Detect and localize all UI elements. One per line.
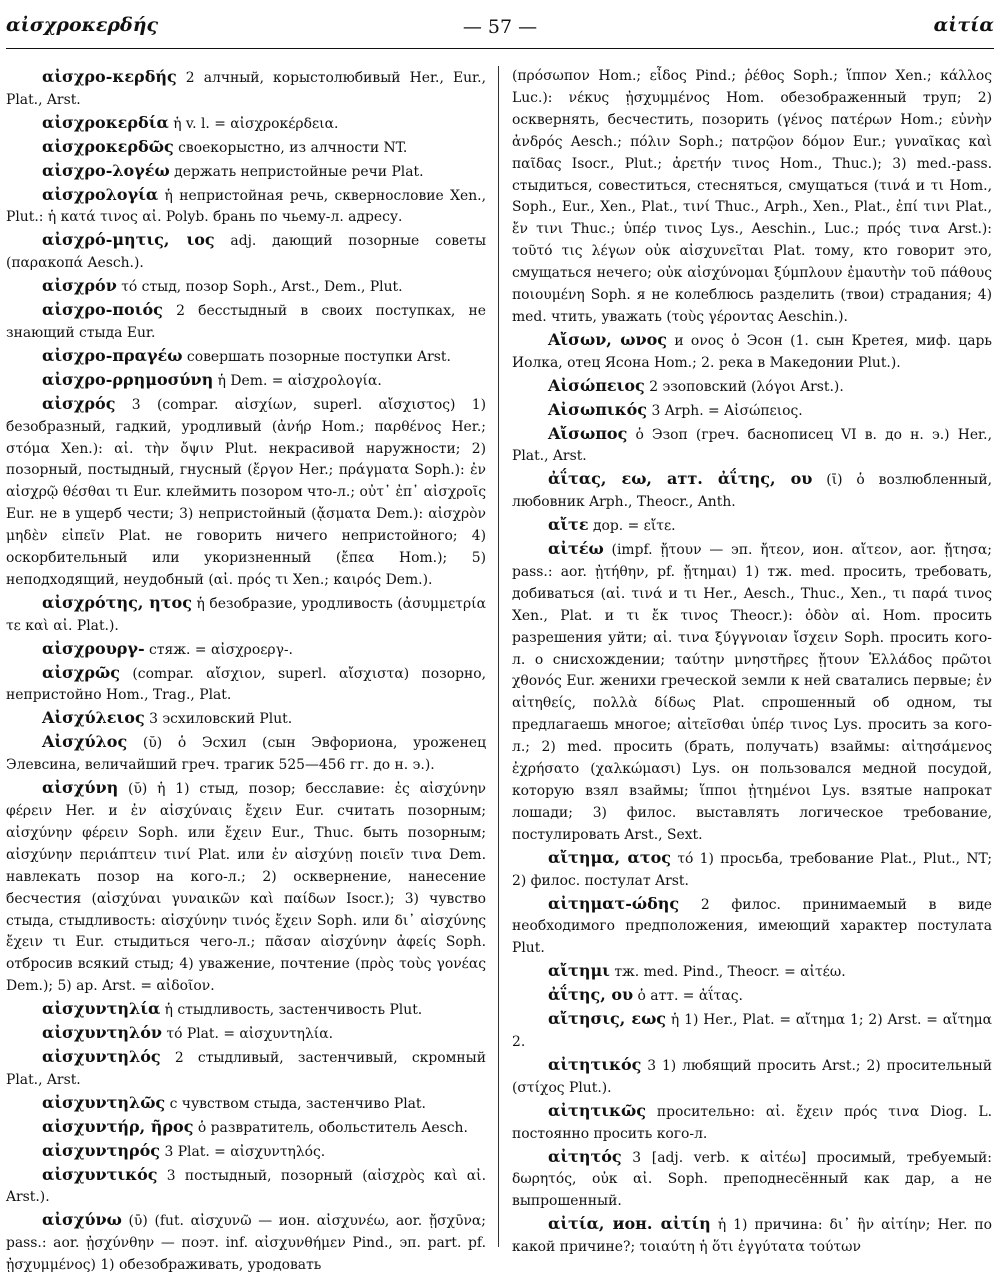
entry-headword: αἰσχρο-κερδής bbox=[42, 67, 177, 86]
entry-headword: αἰτία, ион. αἰτίη bbox=[548, 1214, 711, 1234]
dictionary-entry bbox=[512, 514, 992, 538]
header-right-guide-word: αἰτία bbox=[933, 14, 994, 36]
entry-headword: αἰσχρολογία bbox=[42, 184, 159, 204]
dictionary-entry bbox=[6, 112, 486, 136]
entry-definition: (impf. ᾔτουν — эп. ἤτεον, ион. αἴτεον, aor. ᾔτησα; pass.: aor. ᾐτήθην, pf. ᾔτημαι) 1) тж. med. просить, требовать, добиваться (αἰ. τινά и τι Her., Aesch., Thuc., Xen., τι παρά τινος Xen., Plat. и τι ἔκ τινος Theocr.): ὁδὸν αἰ. Hom. просить разрешения уйти; αἰ. τινα ξύγγνοιαν ἴσχειν Soph. просить кого-л. о снисхождении; ταύτην μνηστῆρες ᾔτουν Ἑλλάδος πρῶτοι χθονός Eur. женихи греческой земли к ней сватались первые; ἐν αἰτηθείς, πολλὰ δίδως Plat. спрошенный об одном, ты предлагаешь многое; αἰτεῖσθαι ὑπέρ τινος Lys. просить за кого-л.; 2) med. просить (брать, получать) взаймы: αἰτησάμενος ἐχρήσατο (χαλκώμασι) Lys. он пользовался медной посудой, которую взял взаймы; ἵπποι ᾐτημένοι Lys. взятые напрокат лошади; 3) филос. выставлять логическое требование, постулировать Arst., Sext. bbox=[512, 542, 992, 843]
entry-definition: ὁ развратитель, обольститель Aesch. bbox=[193, 1119, 468, 1136]
entry-definition: ἡ Dem. = αἰσχρολογία. bbox=[213, 372, 382, 389]
entry-headword: αἰσχύνω bbox=[42, 1210, 122, 1230]
dictionary-entry bbox=[512, 1100, 992, 1146]
entry-definition: 2 алчный, корыстолюбивый Her., Eur., Plat., Arst. bbox=[6, 70, 486, 108]
entry-definition: adj. дающий позорные советы (παρακοπά Aesch.). bbox=[6, 233, 486, 272]
entry-definition: τό 1) просьба, требование Plat., Plut., NT; 2) филос. постулат Arst. bbox=[512, 850, 993, 889]
dictionary-entry bbox=[512, 1054, 992, 1100]
entry-definition: с чувством стыда, застенчиво Plat. bbox=[165, 1095, 426, 1112]
dictionary-entry bbox=[6, 275, 486, 299]
entry-definition: 3 Arph. = Αἰσώπειος. bbox=[647, 402, 803, 419]
entry-headword: αἴτησις, εως bbox=[548, 1009, 667, 1029]
dictionary-entry bbox=[6, 1046, 486, 1092]
entry-headword: αἰσχυντήρ, ῆρος bbox=[42, 1116, 194, 1136]
entry-definition: (ῑ) ὁ возлюбленный, любовник Arph., Theocr., Anth. bbox=[512, 472, 993, 511]
dictionary-entry bbox=[6, 393, 486, 592]
entry-definition: совершать позорные поступки Arst. bbox=[182, 348, 451, 365]
entry-definition: 3 Plat. = αἰσχυντηλός. bbox=[160, 1143, 326, 1160]
dictionary-entry bbox=[6, 1140, 486, 1164]
entry-headword: αἰσχρῶς bbox=[42, 662, 120, 682]
entry-headword: αἴτε bbox=[548, 515, 589, 535]
entry-headword: αἰσχρο-λογέω bbox=[42, 160, 170, 180]
entry-definition: дор. = εἴτε. bbox=[588, 518, 676, 535]
dictionary-entry bbox=[512, 893, 992, 961]
entry-headword: Αἴσωπος bbox=[548, 423, 628, 443]
entry-headword: αἰσχρός bbox=[42, 393, 116, 413]
dictionary-entry bbox=[6, 662, 486, 708]
dictionary-entry bbox=[512, 960, 992, 984]
entry-headword: Αἰσωπικός bbox=[548, 399, 648, 419]
dictionary-entry bbox=[6, 777, 486, 998]
dictionary-entry bbox=[512, 468, 992, 514]
entry-headword: αἰσχυντικός bbox=[42, 1164, 158, 1184]
entry-definition: (compar. αἴσχιον, superl. αἴσχιστα) позорно, непристойно Hom., Trag., Plat. bbox=[6, 665, 486, 704]
entry-headword: αἴτημα, ατος bbox=[548, 847, 672, 867]
entry-headword: αἰσχύνη bbox=[42, 778, 119, 798]
dictionary-entry bbox=[512, 1213, 992, 1259]
entry-definition: (ῠ) ἡ 1) стыд, позор; бесславие: ἐς αἰσχύνην φέρειν Her. и ἐν αἰσχύναις ἔχειν Eur. считать позорным; αἰσχύνην φέρειν Soph. или ἔχειν Eur., Thuc. быть позорным; αἰσχύνην περιάπτειν τινί Plat. или ἐν αἰσχύνῃ ποιεῖν τινα Dem. навлекать позор на кого-л.; 2) осквернение, нанесение бесчестия (αἰσχύναι γυναικῶν καὶ παίδων Isocr.); 3) чувство стыда, стыдливость: αἰσχύνην τινός ἔχειν Soph. или δι᾿ αἰσχύνης ἔχειν τι Eur. стыдиться чего-л.; πᾶσαν αἰσχύνην ἀφείς Soph. отбросив всякий стыд; 4) уважение, почтение (πρὸς τοὺς γονέας Dem.); 5) ap. Arst. = αἰδοῖον. bbox=[6, 781, 486, 995]
entry-definition: 2 бесстыдный в своих поступках, не знающий стыда Eur. bbox=[6, 303, 486, 341]
dictionary-entry bbox=[6, 731, 486, 777]
entry-headword: αἰσχυντηλός bbox=[42, 1046, 161, 1066]
entry-definition: ἡ 1) причина: δι᾿ ἣν αἰτίην; Her. по какой причине?; τοιαύτη ἡ ὅτι ἐγγύτατα τούτων bbox=[512, 1217, 992, 1256]
entry-headword: αἰσχυντηρός bbox=[42, 1140, 161, 1160]
entry-definition: 2 филос. принимаемый в виде необходимого предположения, имеющий характер постулата Plut. bbox=[512, 896, 992, 957]
entry-definition: (ῠ) ὁ Эсхил (сын Эвфориона, уроженец Элевсина, величайший греч. трагик 525—456 гг. до н. э.). bbox=[6, 735, 486, 774]
entry-definition: (ῡ) (fut. αἰσχυνῶ — ион. αἰσχυνέω, aor. ᾔσχῡνα; pass.: aor. ᾐσχύνθην — поэт. inf. αἰσχυνθήμεν Pind., эп. part. pf. ᾐσχυμμένος) 1) обезображивать, уродовать bbox=[6, 1213, 486, 1274]
entry-headword: αἰσχρουργ- bbox=[42, 638, 145, 658]
entry-headword: αἰσχυντηλῶς bbox=[42, 1092, 166, 1112]
right-column bbox=[512, 66, 993, 1256]
column-divider bbox=[498, 66, 499, 1247]
entry-headword: αἰσχρότης, ητος bbox=[42, 592, 192, 612]
entry-definition: ἡ 1) Her., Plat. = αἴτημα 1; 2) Arst. = αἴτημα 2. bbox=[512, 1012, 993, 1050]
entry-definition: (πρόσωπον Hom.; εἶδος Pind.; ῥέθος Soph.; ἵππον Xen.; κάλλος Luc.): νέκυς ᾐσχυμμένος Hom. обезображенный труп; 2) осквернять, бесчестить, позорить (γένος πατέρων Hom.; εὐνὴν ἀνδρός Aesch.; πόλιν Soph.; πατρῷον δόμον Eur.; γυναῖκας καὶ παῖδας Isocr., Plut.; ἀρετήν τινος Hom., Thuc.); 3) med.-pass. стыдиться, совеститься, стесняться, смущаться (τινά и τι Hom., Soph., Eur., Xen., Plat., τινί Thuc., Arph., Xen., Plat., ἐπί τινι Plat., ἔν τινι Thuc.; ὑπέρ τινος Lys., Aeschin., Luc.; πρός τινα Arst.): τοῦτό τις λέγων οὐκ αἰσχυνεῖται Plat. тому, кто говорит это, смущаться нечего; οὐκ αἰσχύνομαι ξύμπλουν ἐμαυτὴν τοῦ πάθους ποιουμένη Soph. я не колеблюсь разделить (твои) страдания; 4) med. чтить, уважать (τοὺς γέροντας Aeschin.). bbox=[512, 68, 992, 325]
entry-headword: αἰτέω bbox=[548, 539, 604, 559]
dictionary-entry bbox=[512, 1008, 992, 1054]
left-column bbox=[6, 66, 486, 1274]
entry-definition: 2 эзоповский (λόγοι Arst.). bbox=[644, 378, 844, 395]
entry-headword: Αἰσχύλειος bbox=[42, 708, 145, 728]
entry-headword: αἰτητός bbox=[548, 1146, 622, 1166]
entry-headword: αἰσχρόν bbox=[42, 276, 117, 296]
entry-definition: ὁ Эзоп (греч. баснописец VI в. до н. э.) Her., Plat., Arst. bbox=[512, 426, 992, 465]
entry-definition: тж. med. Pind., Theocr. = αἰτέω. bbox=[609, 964, 846, 981]
dictionary-entry bbox=[512, 538, 992, 847]
dictionary-entry bbox=[6, 66, 486, 112]
dictionary-entry bbox=[6, 1164, 486, 1210]
entry-headword: αἰτηματ-ώδης bbox=[548, 893, 680, 913]
dictionary-entry bbox=[512, 375, 992, 399]
entry-headword: αἰσχρο-ρρημοσύνη bbox=[42, 369, 214, 389]
dictionary-entry bbox=[6, 229, 486, 275]
entry-headword: αἰσχροκερδῶς bbox=[42, 136, 174, 156]
entry-definition: и ονος ὁ Эсон (1. сын Кретея, миф. царь Иолка, отец Ясона Hom.; 2. река в Македонии Plut.). bbox=[512, 332, 992, 371]
dictionary-entry bbox=[6, 136, 486, 160]
header-left-guide-word: αἰσχροκερδής bbox=[6, 14, 159, 36]
entry-definition: ἡ v. l. = αἰσχροκέρδεια. bbox=[168, 115, 339, 132]
dictionary-entry bbox=[6, 998, 486, 1022]
entry-definition: 3 эсхиловский Plut. bbox=[144, 711, 293, 728]
header-rule bbox=[6, 48, 994, 49]
dictionary-entry bbox=[6, 638, 486, 662]
dictionary-entry bbox=[6, 1092, 486, 1116]
entry-definition: ἡ стыдливость, застенчивость Plut. bbox=[160, 1002, 423, 1019]
dictionary-entry bbox=[6, 184, 486, 230]
dictionary-entry bbox=[512, 423, 992, 469]
entry-definition: τό стыд, позор Soph., Arst., Dem., Plut. bbox=[116, 279, 403, 296]
entry-headword: αἰτητικός bbox=[548, 1054, 642, 1074]
dictionary-entry bbox=[6, 1022, 486, 1046]
entry-definition: τό Plat. = αἰσχυντηλία. bbox=[161, 1026, 334, 1043]
entry-headword: Αἰσώπειος bbox=[548, 375, 645, 395]
dictionary-entry bbox=[512, 984, 992, 1008]
entry-headword: ἀΐτας, εω, атт. ἀΐτης, ου bbox=[548, 469, 813, 489]
dictionary-entry bbox=[6, 369, 486, 393]
dictionary-entry bbox=[512, 1146, 992, 1214]
page-header bbox=[6, 8, 994, 48]
entry-headword: αἰτητικῶς bbox=[548, 1100, 646, 1120]
entry-definition: просительно: αἰ. ἔχειν πρός τινα Diog. L. постоянно просить кого-л. bbox=[512, 1103, 992, 1142]
entry-definition: стяж. = αἰσχροεργ-. bbox=[144, 641, 293, 658]
entry-headword: αἴτημι bbox=[548, 961, 610, 981]
entry-headword: αἰσχυντηλία bbox=[42, 999, 161, 1019]
entry-headword: αἰσχροκερδία bbox=[42, 112, 169, 132]
dictionary-entry bbox=[6, 345, 486, 369]
entry-definition: своекорыстно, из алчности NT. bbox=[173, 139, 408, 156]
dictionary-entry bbox=[512, 847, 992, 893]
entry-definition: 2 стыдливый, застенчивый, скромный Plat., Arst. bbox=[6, 1049, 486, 1088]
dictionary-entry bbox=[6, 1209, 486, 1277]
dictionary-entry bbox=[512, 66, 992, 329]
entry-headword: αἰσχρο-ποιός bbox=[42, 300, 163, 320]
entry-headword: ἀΐτης, ου bbox=[548, 985, 634, 1005]
entry-definition: 3 (compar. αἰσχίων, superl. αἴσχιστος) 1) безобразный, гадкий, уродливый (ἀνήρ Hom.; παρθένος Her.; στόμα Xen.): αἰ. τὴν ὄψιν Plut. некрасивой наружности; 2) позорный, постыдный, гнусный (ἔργον Her.; πράγματα Soph.): ἐν αἰσχρῷ θέσθαι τι Eur. клеймить позором что-л.; οὐτ᾿ ἐπ᾿ αἰσχροῖς Eur. не в ущерб чести; 3) непристойный (ᾄσματα Dem.): αἰσχρὸν μηδὲν εἰπεῖν Plat. не говорить ничего непристойного; 4) оскорбительный или укоризненный (ἔπεα Hom.); 5) неподходящий, неудобный (αἰ. πρός τι Xen.; καιρός Dem.). bbox=[6, 396, 486, 588]
entry-definition: ὁ атт. = ἀΐτας. bbox=[633, 988, 743, 1005]
dictionary-entry bbox=[512, 329, 992, 375]
dictionary-entry bbox=[6, 1116, 486, 1140]
entry-definition: 3 1) любящий просить Arst.; 2) просительный (στίχος Plut.). bbox=[512, 1057, 992, 1096]
entry-headword: αἰσχρό-μητις, ιος bbox=[42, 230, 215, 250]
page-number: — 57 — bbox=[462, 16, 538, 38]
entry-headword: αἰσχρο-πραγέω bbox=[42, 345, 183, 365]
dictionary-entry bbox=[6, 160, 486, 184]
dictionary-entry bbox=[6, 299, 486, 345]
entry-headword: αἰσχυντηλόν bbox=[42, 1023, 162, 1043]
dictionary-entry bbox=[6, 707, 486, 731]
entry-definition: 3 постыдный, позорный (αἰσχρὸς καὶ αἰ. Arst.). bbox=[6, 1167, 486, 1206]
entry-definition: держать непристойные речи Plat. bbox=[169, 163, 424, 180]
entry-headword: Αἰσχύλος bbox=[42, 732, 128, 752]
dictionary-entry bbox=[512, 399, 992, 423]
entry-definition: ἡ непристойная речь, сквернословие Xen., Plut.: ἡ κατά τινος αἰ. Polyb. брань по чьему-л. адресу. bbox=[6, 187, 486, 226]
dictionary-entry bbox=[6, 592, 486, 638]
entry-definition: ἡ безобразие, уродливость (ἀσυμμετρία τε καὶ αἰ. Plat.). bbox=[6, 595, 486, 634]
entry-headword: Αἴσων, ωνος bbox=[548, 329, 668, 349]
entry-definition: 3 [adj. verb. к αἰτέω] просимый, требуемый: δωρητός, οὐκ αἰ. Soph. преподнесённый как дар, а не выпрошенный. bbox=[512, 1149, 992, 1210]
